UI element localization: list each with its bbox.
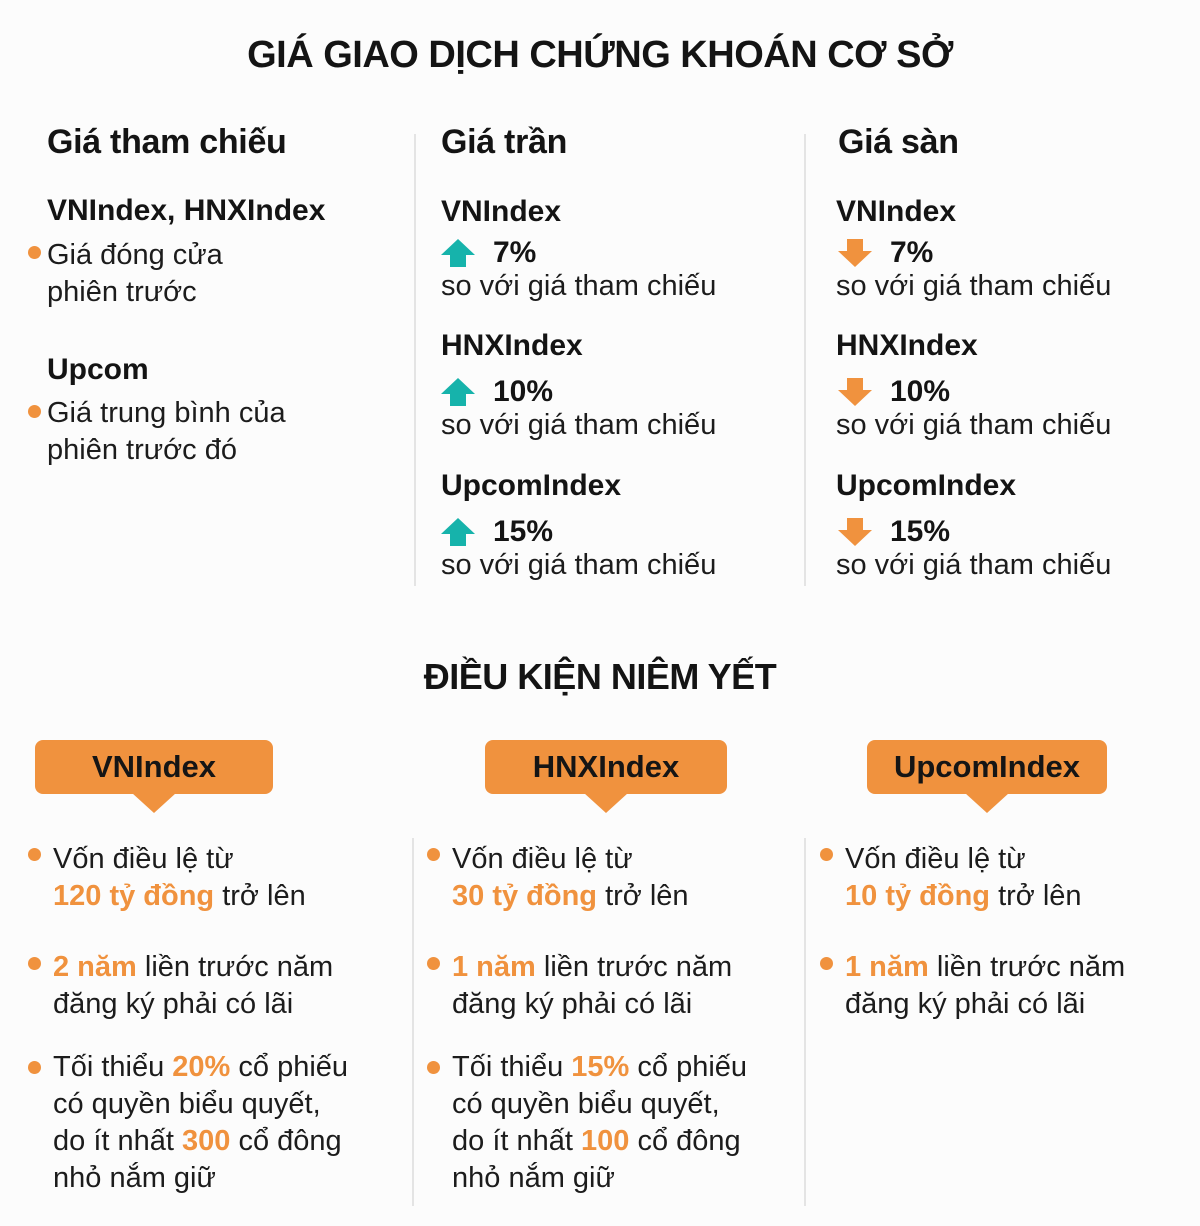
bullet-dot [427, 848, 440, 861]
text-segment: trở lên [597, 880, 689, 912]
text-line [53, 1049, 348, 1086]
ceiling-item3-caption: so với giá tham chiếu [441, 549, 717, 581]
text-line [845, 841, 1082, 878]
ceiling-item1-caption: so với giá tham chiếu [441, 270, 717, 302]
text-line: phiên trước đó [47, 434, 237, 466]
text-line [452, 1160, 747, 1197]
highlight-segment: 1 năm [845, 951, 929, 983]
down-arrow-icon [838, 518, 872, 546]
percent-value: 15% [890, 515, 951, 548]
floor-item1-change [838, 238, 933, 268]
reference-group2-text [47, 395, 286, 469]
ceiling-item2-change [441, 377, 553, 407]
text-line [845, 986, 1125, 1023]
text-line [452, 949, 732, 986]
text-segment: đăng ký phải có lãi [53, 988, 294, 1020]
highlight-segment: 30 tỷ đồng [452, 880, 598, 912]
listing-col3-bullet1 [845, 841, 1082, 915]
text-segment: đăng ký phải có lãi [845, 988, 1086, 1020]
text-segment: do ít nhất [53, 1125, 182, 1157]
floor-item2-name: HNXIndex [836, 329, 978, 362]
column-divider [412, 838, 414, 1206]
text-line [53, 949, 333, 986]
highlight-segment: 100 [581, 1125, 630, 1157]
text-segment: nhỏ nắm giữ [452, 1162, 615, 1194]
up-arrow-icon [441, 378, 475, 406]
text-line [53, 878, 306, 915]
percent-value: 10% [890, 375, 951, 408]
bullet-dot [28, 405, 41, 418]
text-segment: có quyền biểu quyết, [452, 1088, 720, 1120]
floor-item2-caption: so với giá tham chiếu [836, 409, 1112, 441]
text-line [53, 841, 306, 878]
listing-col2-bullet2 [452, 949, 732, 1023]
text-segment: Vốn điều lệ từ [845, 843, 1026, 875]
text-segment: cổ phiếu [230, 1051, 349, 1083]
pointer-tail [584, 793, 628, 813]
reference-heading: Giá tham chiếu [47, 123, 287, 161]
highlight-segment: 300 [182, 1125, 231, 1157]
listing-box-vnindex [35, 740, 273, 794]
ceiling-item1-change [441, 238, 536, 268]
text-segment: có quyền biểu quyết, [53, 1088, 321, 1120]
floor-item1-caption: so với giá tham chiếu [836, 270, 1112, 302]
text-line [53, 1160, 348, 1197]
up-arrow-icon [441, 518, 475, 546]
text-segment: cổ phiếu [629, 1051, 748, 1083]
highlight-segment: 1 năm [452, 951, 536, 983]
bullet-dot [427, 957, 440, 970]
text-line [53, 1123, 348, 1160]
text-segment: liền trước năm [928, 951, 1126, 983]
highlight-segment: 20% [172, 1051, 231, 1083]
floor-item2-change [838, 377, 950, 407]
listing-box-upcomindex [867, 740, 1107, 794]
column-divider [804, 838, 806, 1206]
text-segment: trở lên [214, 880, 306, 912]
text-segment: cổ đông [230, 1125, 342, 1157]
text-segment: do ít nhất [452, 1125, 581, 1157]
text-segment: trở lên [990, 880, 1082, 912]
floor-heading: Giá sàn [838, 123, 959, 161]
text-segment: nhỏ nắm giữ [53, 1162, 216, 1194]
listing-col1-bullet3 [53, 1049, 348, 1197]
ceiling-heading: Giá trần [441, 123, 568, 161]
listing-box-label: HNXIndex [532, 749, 680, 784]
pointer-tail [132, 793, 176, 813]
listing-col1-bullet2 [53, 949, 333, 1023]
listing-box-label: UpcomIndex [893, 749, 1081, 784]
text-segment: Tối thiểu [452, 1051, 572, 1083]
highlight-segment: 2 năm [53, 951, 137, 983]
bullet-dot [28, 1061, 41, 1074]
percent-value: 7% [890, 236, 934, 269]
text-line [53, 1086, 348, 1123]
text-line: Giá trung bình của [47, 397, 286, 429]
listing-col2-bullet3 [452, 1049, 747, 1197]
reference-group2-name: Upcom [47, 353, 149, 386]
ceiling-item1-name: VNIndex [441, 195, 562, 228]
percent-value: 10% [493, 375, 554, 408]
text-segment: Vốn điều lệ từ [53, 843, 234, 875]
percent-value: 15% [493, 515, 554, 548]
bullet-dot [427, 1061, 440, 1074]
pointer-tail [965, 793, 1009, 813]
listing-box-label: VNIndex [91, 749, 217, 784]
floor-item1-name: VNIndex [836, 195, 957, 228]
down-arrow-icon [838, 378, 872, 406]
bullet-dot [820, 848, 833, 861]
text-segment: cổ đông [629, 1125, 741, 1157]
bullet-dot [28, 957, 41, 970]
text-segment: Tối thiểu [53, 1051, 173, 1083]
text-line [452, 878, 689, 915]
text-line [845, 878, 1082, 915]
text-line [452, 1049, 747, 1086]
text-segment: liền trước năm [535, 951, 733, 983]
text-line: phiên trước [47, 276, 197, 308]
bullet-dot [28, 848, 41, 861]
highlight-segment: 120 tỷ đồng [53, 880, 215, 912]
down-arrow-icon [838, 239, 872, 267]
text-line [452, 986, 732, 1023]
floor-item3-caption: so với giá tham chiếu [836, 549, 1112, 581]
up-arrow-icon [441, 239, 475, 267]
listing-col1-bullet1 [53, 841, 306, 915]
column-divider [414, 134, 416, 586]
column-divider [804, 134, 806, 586]
ceiling-item2-caption: so với giá tham chiếu [441, 409, 717, 441]
highlight-segment: 10 tỷ đồng [845, 880, 991, 912]
reference-group1-name: VNIndex, HNXIndex [47, 194, 326, 227]
floor-item3-name: UpcomIndex [836, 469, 1017, 502]
percent-value: 7% [493, 236, 537, 269]
ceiling-item3-name: UpcomIndex [441, 469, 622, 502]
bullet-dot [820, 957, 833, 970]
text-line [845, 949, 1125, 986]
bullet-dot [28, 246, 41, 259]
listing-box-hnxindex [485, 740, 727, 794]
ceiling-item2-name: HNXIndex [441, 329, 583, 362]
text-segment: Vốn điều lệ từ [452, 843, 633, 875]
page-title: GIÁ GIAO DỊCH CHỨNG KHOÁN CƠ SỞ [247, 34, 953, 76]
text-line [452, 841, 689, 878]
reference-group1-text [47, 237, 223, 311]
listing-col3-bullet2 [845, 949, 1125, 1023]
text-line: Giá đóng cửa [47, 239, 223, 271]
text-line [53, 986, 333, 1023]
listing-col2-bullet1 [452, 841, 689, 915]
text-segment: liền trước năm [136, 951, 334, 983]
text-line [452, 1086, 747, 1123]
floor-item3-change [838, 517, 950, 547]
ceiling-item3-change [441, 517, 553, 547]
text-segment: đăng ký phải có lãi [452, 988, 693, 1020]
text-line [452, 1123, 747, 1160]
highlight-segment: 15% [571, 1051, 630, 1083]
listing-title: ĐIỀU KIỆN NIÊM YẾT [423, 656, 777, 697]
